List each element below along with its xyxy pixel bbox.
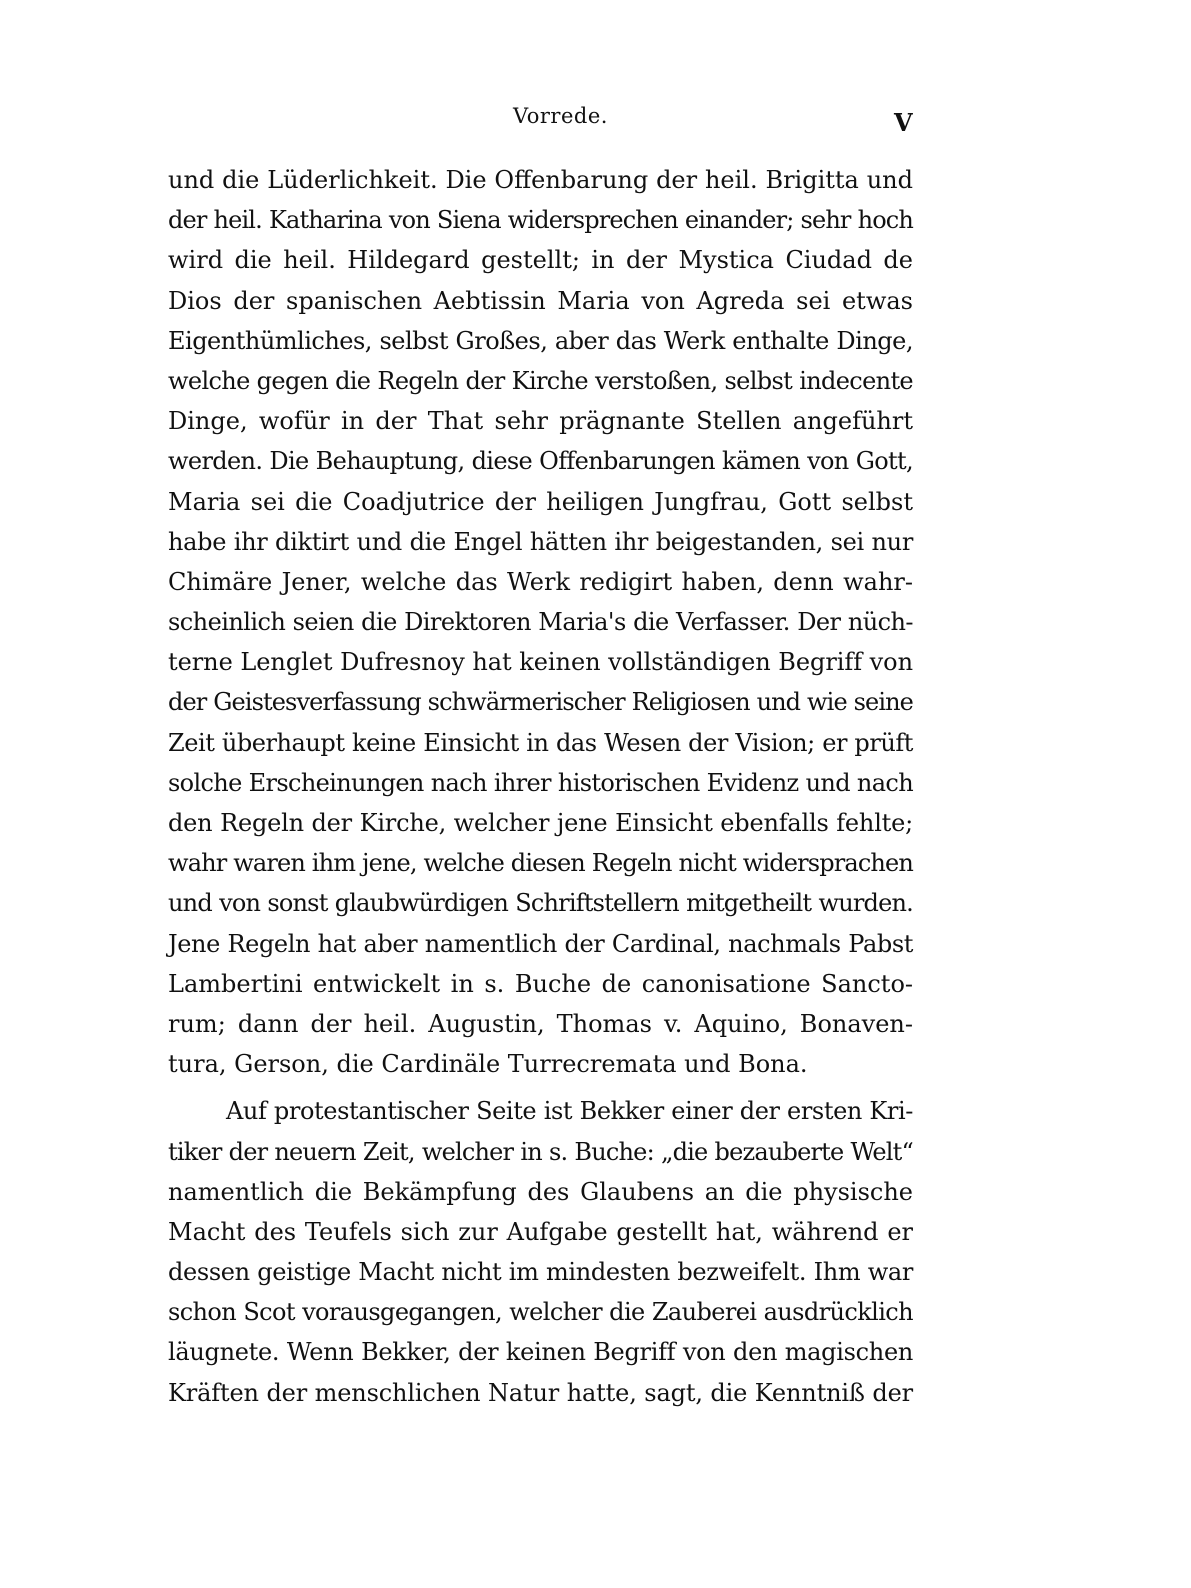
text-line: und die Lüderlichkeit. Die Offenbarung der heil. Brigitta und: [168, 166, 913, 194]
text-line: welche gegen die Regeln der Kirche verstoßen, selbst indecente: [168, 366, 913, 395]
text-line: der heil. Katharina von Siena widersprechen einander; sehr hoch: [168, 206, 913, 235]
text-line: tiker der neuern Zeit, welcher in s. Buche: „die bezauberte Welt“: [168, 1137, 913, 1166]
text-line: Zeit überhaupt keine Einsicht in das Wesen der Vision; er prüft: [168, 728, 913, 757]
running-head: Vorrede.: [513, 104, 608, 128]
text-line: der Geistesverfassung schwärmerischer Religiosen und wie seine: [168, 688, 913, 717]
text-line: Jene Regeln hat aber namentlich der Cardinal, nachmals Pabst: [168, 929, 913, 958]
text-line: scheinlich seien die Direktoren Maria's die Verfasser. Der nüch-: [168, 608, 913, 637]
text-line: dessen geistige Macht nicht im mindesten bezweifelt. Ihm war: [168, 1258, 913, 1287]
paragraph-gap: [168, 1084, 913, 1091]
text-line: Maria sei die Coadjutrice der heiligen Jungfrau, Gott selbst: [168, 487, 913, 516]
body-text: [168, 160, 913, 1413]
text-line: Dinge, wofür in der That sehr prägnante Stellen angeführt: [168, 407, 913, 436]
paragraph: [168, 1091, 913, 1413]
text-line: und von sonst glaubwürdigen Schriftstellern mitgetheilt wurden.: [168, 889, 913, 918]
text-line: Dios der spanischen Aebtissin Maria von Agreda sei etwas: [168, 286, 913, 315]
text-line: läugnete. Wenn Bekker, der keinen Begriff von den magischen: [168, 1338, 913, 1367]
text-line: habe ihr diktirt und die Engel hätten ihr beigestanden, sei nur: [168, 527, 913, 556]
text-line: Eigenthümliches, selbst Großes, aber das Werk enthalte Dinge,: [168, 326, 913, 355]
text-line: Macht des Teufels sich zur Aufgabe gestellt hat, während er: [168, 1217, 913, 1246]
text-line: Kräften der menschlichen Natur hatte, sagt, die Kenntniß der: [168, 1378, 913, 1407]
page-number: V: [894, 108, 913, 137]
text-line: werden. Die Behauptung, diese Offenbarungen kämen von Gott,: [168, 447, 913, 476]
text-line: tura, Gerson, die Cardinäle Turrecremata und Bona.: [168, 1050, 808, 1079]
text-line: Auf protestantischer Seite ist Bekker einer der ersten Kri-: [226, 1097, 913, 1126]
paragraph: [168, 160, 913, 1084]
text-line: rum; dann der heil. Augustin, Thomas v. Aquino, Bonaven-: [168, 1009, 913, 1038]
text-line: den Regeln der Kirche, welcher jene Einsicht ebenfalls fehlte;: [168, 809, 913, 837]
text-line: wahr waren ihm jene, welche diesen Regeln nicht widersprachen: [168, 849, 913, 878]
text-line: terne Lenglet Dufresnoy hat keinen vollständigen Begriff von: [168, 648, 913, 677]
text-line: Lambertini entwickelt in s. Buche de canonisatione Sancto-: [168, 969, 913, 998]
text-line: schon Scot vorausgegangen, welcher die Zauberei ausdrücklich: [168, 1298, 913, 1327]
text-line: Chimäre Jener, welche das Werk redigirt haben, denn wahr-: [168, 567, 913, 596]
text-line: solche Erscheinungen nach ihrer historischen Evidenz und nach: [168, 768, 913, 797]
text-line: wird die heil. Hildegard gestellt; in der Mystica Ciudad de: [168, 246, 913, 275]
text-line: namentlich die Bekämpfung des Glaubens an die physische: [168, 1177, 913, 1206]
